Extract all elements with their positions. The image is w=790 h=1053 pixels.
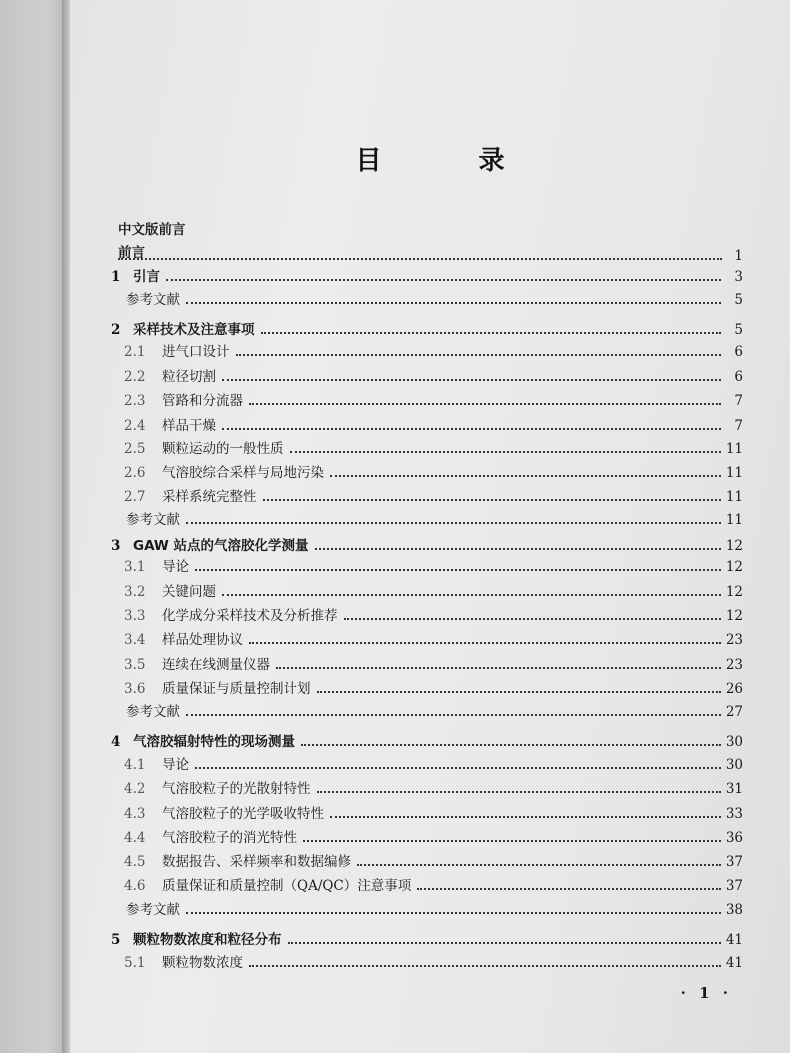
toc-chapter-row <box>111 318 743 338</box>
toc-leader-dots <box>166 279 721 281</box>
toc-entry-number: 4.1 <box>124 757 146 773</box>
toc-entry-number: 3.5 <box>124 657 146 673</box>
toc-entry-number: 4.6 <box>124 878 146 894</box>
toc-entry-number: 2.2 <box>124 369 146 385</box>
toc-leader-dots <box>236 354 722 356</box>
toc-entry-title: 样品处理协议 <box>162 632 243 648</box>
toc-entry-title: 颗粒运动的一般性质 <box>162 441 284 457</box>
toc-entry-number: 2 <box>111 322 121 338</box>
toc-section-row <box>124 461 743 481</box>
toc-page-number: 11 <box>725 489 743 505</box>
toc-entry-title: 引言 <box>133 269 160 285</box>
toc-section-row <box>124 437 743 457</box>
toc-entry-number: 3.4 <box>124 632 146 648</box>
toc-leader-dots <box>222 428 721 430</box>
toc-entry-title: 气溶胶粒子的消光特性 <box>162 830 297 846</box>
toc-page <box>70 0 790 1053</box>
toc-entry-number: 2.1 <box>124 344 146 360</box>
toc-leader-dots <box>303 840 721 842</box>
toc-entry-title: 数据报告、采样频率和数据编修 <box>162 854 351 870</box>
toc-entry-title: 连续在线测量仪器 <box>162 657 270 673</box>
toc-entry-title: 参考文献 <box>126 292 180 308</box>
toc-section-row <box>124 653 743 673</box>
preface-page-number: 1 <box>734 248 743 264</box>
toc-entry-title: 采样系统完整性 <box>162 489 257 505</box>
toc-entry-title: 质量保证与质量控制计划 <box>162 681 311 697</box>
toc-leader-dots <box>417 888 721 890</box>
toc-page-number: 6 <box>734 369 743 385</box>
toc-entry-number: 2.5 <box>124 441 146 457</box>
toc-entry-title: 参考文献 <box>126 512 180 528</box>
toc-entry-number: 4 <box>111 734 121 750</box>
toc-references-row <box>126 700 743 720</box>
toc-entry-title: 气溶胶粒子的光散射特性 <box>162 781 311 797</box>
toc-section-row <box>124 414 743 434</box>
toc-leader-dots <box>344 618 722 620</box>
toc-leader-dots <box>317 691 722 693</box>
toc-references-row <box>126 898 743 918</box>
toc-entry-title: 导论 <box>162 757 189 773</box>
toc-leader-dots <box>290 451 722 453</box>
toc-entry-title: 粒径切割 <box>162 369 216 385</box>
toc-page-number: 11 <box>725 512 743 528</box>
toc-entry-number: 4.2 <box>124 781 146 797</box>
toc-entry-title: 化学成分采样技术及分析推荐 <box>162 608 338 624</box>
toc-entry-number: 5 <box>111 932 121 948</box>
toc-page-number: 5 <box>734 322 743 338</box>
toc-leader-dots <box>186 302 721 304</box>
toc-entry-title: 进气口设计 <box>162 344 230 360</box>
toc-section-row <box>124 628 743 648</box>
toc-leader-dots <box>288 942 722 944</box>
toc-entry-number: 3.1 <box>124 559 146 575</box>
toc-entry-title: 颗粒物数浓度 <box>162 955 243 971</box>
toc-entry-number: 3.3 <box>124 608 146 624</box>
toc-leader-dots <box>222 379 721 381</box>
toc-entry-number: 3 <box>111 538 121 554</box>
toc-leader-dots <box>301 744 721 746</box>
toc-page-number: 26 <box>725 681 743 697</box>
toc-page-number: 3 <box>734 269 743 285</box>
toc-entry-number: 2.4 <box>124 418 146 434</box>
toc-page-number: 6 <box>734 344 743 360</box>
toc-entry-number: 4.4 <box>124 830 146 846</box>
toc-page-number: 30 <box>725 734 743 750</box>
toc-section-row <box>124 340 743 360</box>
toc-leader-dots <box>330 475 721 477</box>
toc-chapter-row <box>111 730 743 750</box>
toc-page-number: 12 <box>725 584 743 600</box>
toc-page-number: 27 <box>725 704 743 720</box>
toc-chapter-row <box>111 534 743 554</box>
cn-preface-heading: 中文版前言 <box>118 222 186 238</box>
toc-section-row <box>124 951 743 971</box>
toc-section-row <box>124 389 743 409</box>
toc-page-number: 41 <box>725 955 743 971</box>
toc-leader-dots <box>249 965 721 967</box>
toc-leader-dots <box>315 548 721 550</box>
toc-section-row <box>124 580 743 600</box>
toc-page-number: 23 <box>725 632 743 648</box>
toc-entry-title: 颗粒物数浓度和粒径分布 <box>133 932 282 948</box>
toc-page-number: 12 <box>725 559 743 575</box>
toc-leader-dots <box>263 499 722 501</box>
toc-page-number: 30 <box>725 757 743 773</box>
toc-leader-dots <box>276 667 721 669</box>
toc-page-number: 41 <box>725 932 743 948</box>
toc-entry-number: 4.5 <box>124 854 146 870</box>
toc-leader-dots <box>186 714 721 716</box>
toc-entry-title: GAW 站点的气溶胶化学测量 <box>133 538 309 554</box>
toc-entry-title: 参考文献 <box>126 902 180 918</box>
toc-section-row <box>124 777 743 797</box>
toc-section-row <box>124 826 743 846</box>
toc-entry-title: 导论 <box>162 559 189 575</box>
toc-entry-number: 2.3 <box>124 393 146 409</box>
toc-page-number: 37 <box>725 854 743 870</box>
toc-page-number: 7 <box>734 393 743 409</box>
page-title: 目 录 <box>355 146 549 176</box>
toc-page-number: 12 <box>725 608 743 624</box>
toc-page-number: 33 <box>725 806 743 822</box>
toc-leader-dots <box>186 912 721 914</box>
toc-chapter-row <box>111 928 743 948</box>
toc-page-number: 11 <box>725 465 743 481</box>
toc-page-number: 31 <box>725 781 743 797</box>
toc-section-row <box>124 555 743 575</box>
toc-entry-title: 气溶胶粒子的光学吸收特性 <box>162 806 324 822</box>
toc-references-row <box>126 508 743 528</box>
toc-page-number: 23 <box>725 657 743 673</box>
toc-entry-number: 2.6 <box>124 465 146 481</box>
toc-entry-title: 质量保证和质量控制（QA/QC）注意事项 <box>162 878 412 894</box>
toc-entry-number: 3.2 <box>124 584 146 600</box>
toc-entry-number: 5.1 <box>124 955 146 971</box>
toc-page-number: 5 <box>734 292 743 308</box>
toc-entry-title: 样品干燥 <box>162 418 216 434</box>
toc-section-row <box>124 753 743 773</box>
toc-entry-title: 气溶胶辐射特性的现场测量 <box>133 734 295 750</box>
toc-leader-dots <box>249 403 721 405</box>
toc-leader-dots <box>357 864 721 866</box>
toc-entry-title: 管路和分流器 <box>162 393 243 409</box>
toc-leader-dots <box>317 791 722 793</box>
preface-heading: 前言 <box>118 245 145 261</box>
toc-leader-dots <box>195 569 721 571</box>
toc-section-row <box>124 604 743 624</box>
toc-entry-number: 1 <box>111 269 121 285</box>
toc-page-number: 11 <box>725 441 743 457</box>
toc-page-number: 12 <box>725 538 743 554</box>
toc-page-number: 36 <box>725 830 743 846</box>
toc-entry-number: 2.7 <box>124 489 146 505</box>
toc-entry-title: 参考文献 <box>126 704 180 720</box>
toc-page-number: 37 <box>725 878 743 894</box>
toc-section-row <box>124 850 743 870</box>
toc-page-number: 38 <box>725 902 743 918</box>
toc-leader-dots <box>261 332 722 334</box>
toc-entry-title: 气溶胶综合采样与局地污染 <box>162 465 324 481</box>
page-footer-number: · 1 · <box>680 984 732 1002</box>
toc-leader-dots <box>195 767 721 769</box>
toc-entry-number: 3.6 <box>124 681 146 697</box>
toc-section-row <box>124 802 743 822</box>
toc-page-number: 7 <box>734 418 743 434</box>
toc-entry-title: 采样技术及注意事项 <box>133 322 255 338</box>
toc-entry-title: 关键问题 <box>162 584 216 600</box>
toc-section-row <box>124 365 743 385</box>
toc-leader-dots <box>186 522 721 524</box>
facing-page <box>0 0 64 1053</box>
toc-section-row <box>124 677 743 697</box>
toc-chapter-row <box>111 265 743 285</box>
preface-leader-dots <box>118 258 722 260</box>
toc-leader-dots <box>249 642 721 644</box>
toc-leader-dots <box>222 594 721 596</box>
toc-leader-dots <box>330 816 721 818</box>
toc-references-row <box>126 288 743 308</box>
toc-section-row <box>124 874 743 894</box>
toc-entry-number: 4.3 <box>124 806 146 822</box>
toc-section-row <box>124 485 743 505</box>
